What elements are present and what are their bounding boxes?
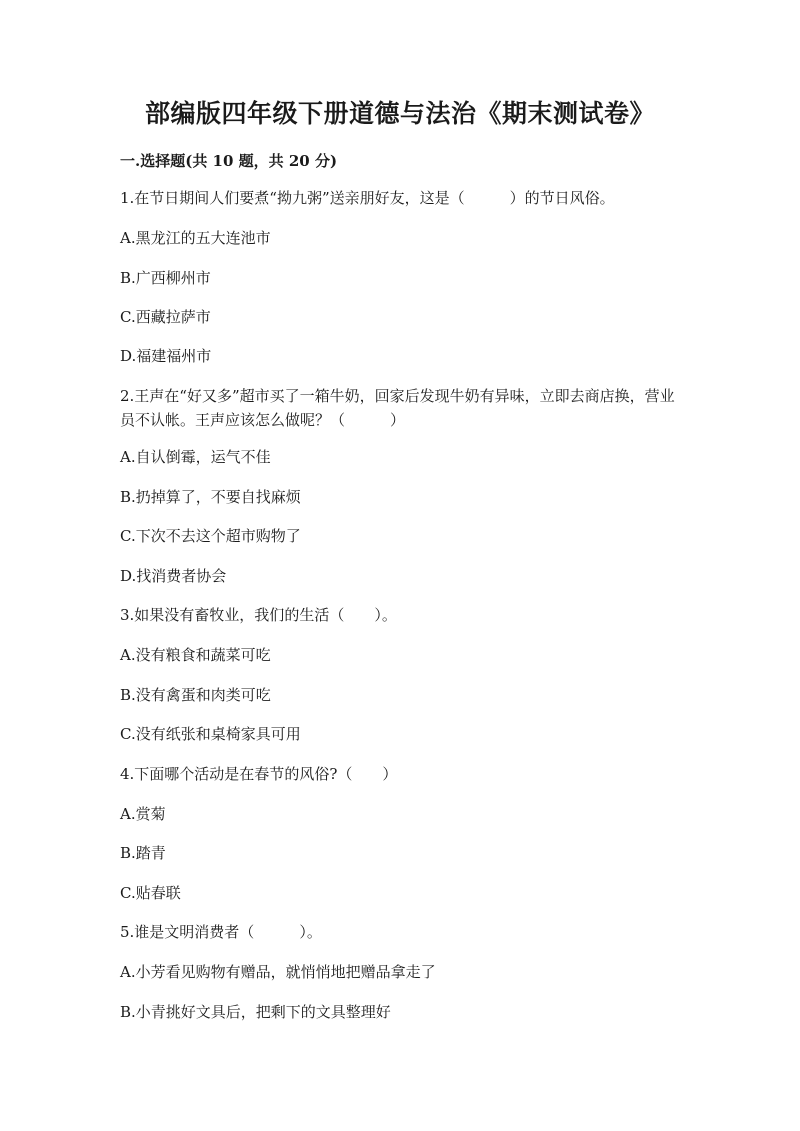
page-title: 部编版四年级下册道德与法治《期末测试卷》 bbox=[144, 99, 655, 128]
question-1-text: 1.在节日期间人们要煮“拗九粥”送亲朋好友，这是（ ）的节日风俗。 bbox=[120, 189, 615, 207]
section-heading: 一.选择题(共 10 题，共 20 分) bbox=[120, 152, 338, 170]
question-5-option-a: A.小芳看见购物有赠品，就悄悄地把赠品拿走了 bbox=[120, 963, 436, 981]
question-4-option-b: B.踏青 bbox=[120, 844, 166, 862]
question-1-option-d: D.福建福州市 bbox=[120, 347, 212, 365]
question-5-option-b: B.小青挑好文具后，把剩下的文具整理好 bbox=[120, 1003, 391, 1021]
question-3-text: 3.如果没有畜牧业，我们的生活（ ）。 bbox=[120, 606, 397, 624]
question-4-option-a: A.赏菊 bbox=[120, 805, 166, 823]
question-2-text: 2.王声在“好又多”超市买了一箱牛奶，回家后发现牛奶有异味，立即去商店换，营业员不认帐。王声应该怎么做呢？（ ） bbox=[120, 387, 675, 429]
question-1-option-a: A.黑龙江的五大连池市 bbox=[120, 229, 271, 247]
question-4-text: 4.下面哪个活动是在春节的风俗?（ ） bbox=[120, 765, 398, 783]
question-1-option-c: C.西藏拉萨市 bbox=[120, 308, 211, 326]
question-4-option-c: C.贴春联 bbox=[120, 884, 181, 902]
question-2-option-b: B.扔掉算了，不要自找麻烦 bbox=[120, 488, 301, 506]
question-3-option-c: C.没有纸张和桌椅家具可用 bbox=[120, 725, 301, 743]
question-2-option-a: A.自认倒霉，运气不佳 bbox=[120, 448, 271, 466]
question-5-text: 5.谁是文明消费者（ ）。 bbox=[120, 923, 322, 941]
question-1-option-b: B.广西柳州市 bbox=[120, 269, 211, 287]
question-3-option-a: A.没有粮食和蔬菜可吃 bbox=[120, 646, 271, 664]
question-2-option-d: D.找消费者协会 bbox=[120, 567, 227, 585]
question-2-option-c: C.下次不去这个超市购物了 bbox=[120, 527, 301, 545]
question-3-option-b: B.没有禽蛋和肉类可吃 bbox=[120, 686, 271, 704]
